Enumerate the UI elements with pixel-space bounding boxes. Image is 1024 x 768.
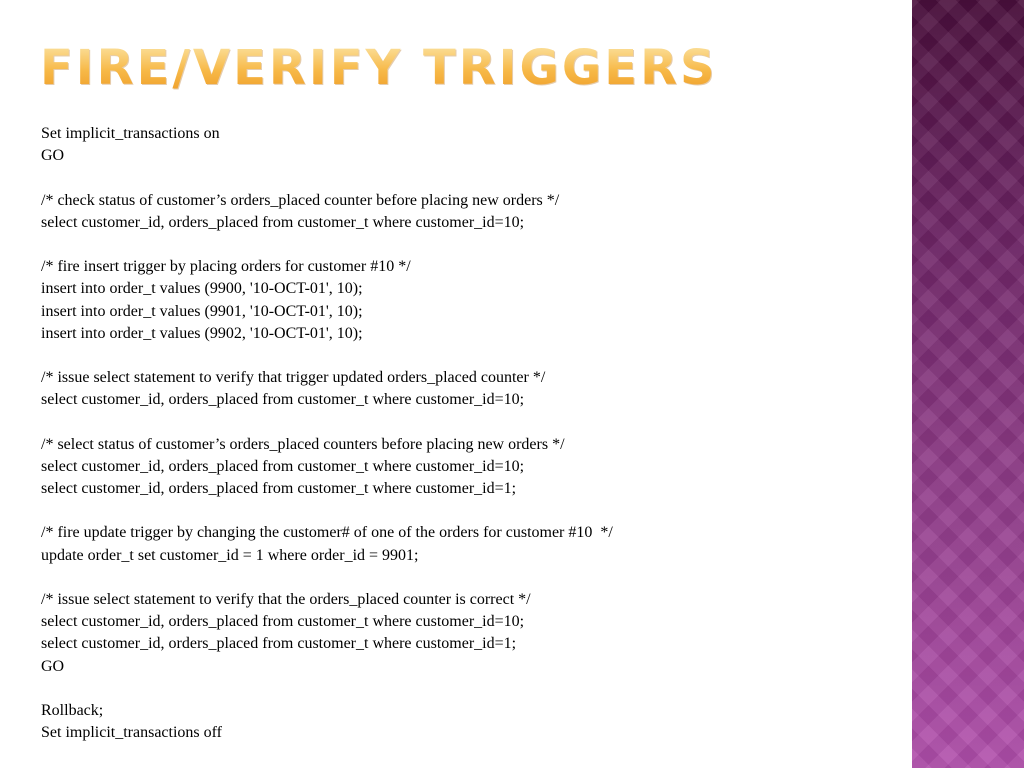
slide-title: FIRE/VERIFY TRIGGERS: [40, 40, 718, 96]
code-line: select customer_id, orders_placed from customer_t where customer_id=10;: [41, 391, 525, 409]
code-line: select customer_id, orders_placed from customer_t where customer_id=10;: [41, 457, 525, 475]
blank-line: [41, 678, 901, 700]
code-line: select customer_id, orders_placed from customer_t where customer_id=10;: [41, 613, 525, 631]
code-comment: /* issue select statement to verify that trigger updated orders_placed counter */: [41, 369, 546, 387]
code-line: Rollback;: [41, 701, 104, 719]
blank-line: [41, 500, 901, 522]
code-line: update order_t set customer_id = 1 where order_id = 9901;: [41, 546, 419, 564]
code-line: insert into order_t values (9900, '10-OCT-01', 10);: [41, 280, 363, 298]
code-line: insert into order_t values (9902, '10-OCT-01', 10);: [41, 324, 363, 342]
decorative-side-panel: [912, 0, 1024, 768]
blank-line: [41, 345, 901, 367]
code-line: Set implicit_transactions off: [41, 724, 223, 742]
slide-body: [41, 123, 901, 744]
blank-line: [41, 167, 901, 189]
code-comment: /* issue select statement to verify that the orders_placed counter is correct */: [41, 590, 531, 608]
code-comment: /* check status of customer’s orders_placed counter before placing new orders */: [41, 191, 560, 209]
code-line: GO: [41, 147, 65, 165]
code-line: GO: [41, 657, 65, 675]
code-comment: /* fire insert trigger by placing orders for customer #10 */: [41, 258, 411, 276]
code-line: insert into order_t values (9901, '10-OCT-01', 10);: [41, 302, 363, 320]
code-comment: /* select status of customer’s orders_placed counters before placing new orders */: [41, 435, 565, 453]
blank-line: [41, 411, 901, 433]
code-line: select customer_id, orders_placed from customer_t where customer_id=10;: [41, 213, 525, 231]
code-line: select customer_id, orders_placed from customer_t where customer_id=1;: [41, 635, 517, 653]
code-line: Set implicit_transactions on: [41, 125, 220, 142]
blank-line: [41, 234, 901, 256]
code-comment: /* fire update trigger by changing the customer# of one of the orders for customer #10 */: [41, 524, 613, 542]
blank-line: [41, 567, 901, 589]
code-line: select customer_id, orders_placed from customer_t where customer_id=1;: [41, 480, 517, 497]
